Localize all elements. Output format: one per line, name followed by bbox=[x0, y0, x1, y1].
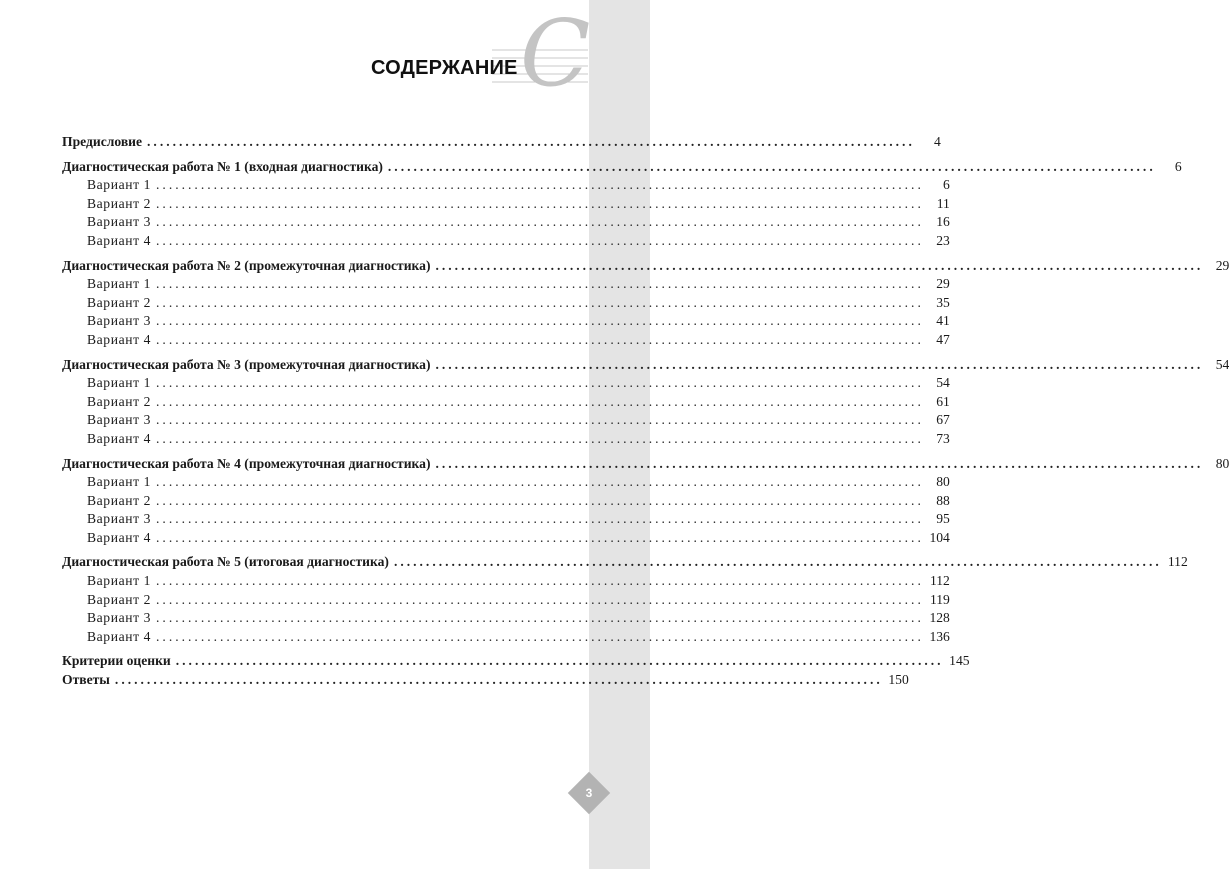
toc-page-number: 104 bbox=[929, 529, 950, 545]
table-of-contents bbox=[62, 133, 1229, 690]
toc-entry-label: Вариант 3 bbox=[87, 610, 152, 626]
toc-variant[interactable] bbox=[62, 393, 950, 412]
toc-entry-label: Вариант 2 bbox=[87, 195, 152, 211]
toc-variant[interactable] bbox=[62, 275, 950, 294]
toc-entry-label: Вариант 2 bbox=[87, 591, 152, 607]
toc-entry-label: Вариант 1 bbox=[87, 474, 152, 490]
toc-page-number: 88 bbox=[936, 492, 950, 508]
toc-page-number: 6 bbox=[943, 177, 950, 193]
dot-leader: ........................................................................................................................ bbox=[156, 195, 924, 211]
dot-leader: ........................................................................................................................ bbox=[156, 628, 924, 644]
toc-section-5 bbox=[62, 553, 1188, 646]
dot-leader: ........................................................................................................................ bbox=[156, 294, 924, 310]
toc-entry-preface[interactable] bbox=[62, 133, 941, 152]
toc-entry-label: Диагностическая работа № 1 (входная диагностика) bbox=[62, 158, 383, 174]
dot-leader: ........................................................................................................................ bbox=[156, 610, 924, 626]
toc-entry-label: Вариант 1 bbox=[87, 375, 152, 391]
toc-page-number: 23 bbox=[936, 232, 950, 248]
toc-variant[interactable] bbox=[62, 294, 950, 313]
dot-leader: ........................................................................................................................ bbox=[387, 158, 1156, 174]
toc-entry-label: Вариант 4 bbox=[87, 232, 152, 248]
toc-page-number: 47 bbox=[936, 331, 950, 347]
toc-variant[interactable] bbox=[62, 591, 950, 610]
toc-page-number: 95 bbox=[936, 511, 950, 527]
dot-leader: ........................................................................................................................ bbox=[156, 331, 924, 347]
toc-entry-label: Вариант 2 bbox=[87, 294, 152, 310]
toc-entry-label: Вариант 3 bbox=[87, 511, 152, 527]
page-title: СОДЕРЖАНИЕ bbox=[371, 57, 518, 79]
toc-page-number: 4 bbox=[934, 134, 941, 149]
dot-leader: ........................................................................................................................ bbox=[156, 393, 924, 409]
dot-leader: ........................................................................................................................ bbox=[156, 492, 924, 508]
toc-entry-label: Вариант 1 bbox=[87, 573, 152, 589]
toc-page-number: 11 bbox=[936, 195, 950, 211]
toc-page-number: 67 bbox=[936, 412, 950, 428]
toc-page-number: 136 bbox=[929, 628, 950, 644]
toc-page-number: 128 bbox=[929, 610, 950, 626]
toc-page-number: 41 bbox=[936, 313, 950, 329]
toc-page-number: 80 bbox=[936, 474, 950, 490]
toc-page-number: 54 bbox=[936, 375, 950, 391]
toc-section-2 bbox=[62, 257, 1229, 350]
dot-leader: ........................................................................................................................ bbox=[156, 511, 924, 527]
toc-variant[interactable] bbox=[62, 430, 950, 449]
toc-variant[interactable] bbox=[62, 609, 950, 628]
dot-leader: ........................................................................................................................ bbox=[435, 257, 1204, 273]
dot-leader: ........................................................................................................................ bbox=[156, 573, 924, 589]
dot-leader: ........................................................................................................................ bbox=[393, 554, 1162, 570]
toc-variant[interactable] bbox=[62, 411, 950, 430]
page-number: 3 bbox=[585, 786, 593, 800]
toc-entry-label: Вариант 3 bbox=[87, 412, 152, 428]
toc-page-number: 73 bbox=[936, 430, 950, 446]
dot-leader: ........................................................................................................................ bbox=[435, 455, 1204, 471]
dot-leader: ........................................................................................................................ bbox=[175, 653, 944, 669]
toc-entry-label: Вариант 3 bbox=[87, 214, 152, 230]
dot-leader: ........................................................................................................................ bbox=[147, 134, 915, 149]
toc-page-number: 145 bbox=[949, 653, 970, 669]
ornament-letter: C bbox=[520, 0, 591, 107]
toc-variant[interactable] bbox=[62, 176, 950, 195]
toc-entry-label: Вариант 2 bbox=[87, 393, 152, 409]
dot-leader: ........................................................................................................................ bbox=[156, 529, 924, 545]
toc-entry-label: Диагностическая работа № 2 (промежуточная диагностика) bbox=[62, 257, 431, 273]
toc-variant[interactable] bbox=[62, 510, 950, 529]
dot-leader: ........................................................................................................................ bbox=[156, 276, 924, 292]
toc-variant[interactable] bbox=[62, 492, 950, 511]
toc-entry-label: Диагностическая работа № 3 (промежуточная диагностика) bbox=[62, 356, 431, 372]
toc-variant[interactable] bbox=[62, 374, 950, 393]
toc-page-number: 29 bbox=[936, 276, 950, 292]
dot-leader: ........................................................................................................................ bbox=[156, 214, 924, 230]
toc-variant[interactable] bbox=[62, 331, 950, 350]
dot-leader: ........................................................................................................................ bbox=[156, 412, 924, 428]
toc-page-number: 119 bbox=[929, 591, 950, 607]
dot-leader: ........................................................................................................................ bbox=[156, 430, 924, 446]
toc-variant[interactable] bbox=[62, 473, 950, 492]
toc-section-title[interactable] bbox=[62, 356, 1229, 375]
toc-entry-label: Предисловие bbox=[62, 134, 143, 149]
toc-page-number: 54 bbox=[1215, 356, 1229, 372]
toc-page-number: 35 bbox=[936, 294, 950, 310]
toc-variant[interactable] bbox=[62, 529, 950, 548]
dot-leader: ........................................................................................................................ bbox=[156, 232, 924, 248]
dot-leader: ........................................................................................................................ bbox=[114, 672, 883, 688]
toc-entry-answers[interactable] bbox=[62, 671, 909, 690]
dot-leader: ........................................................................................................................ bbox=[435, 356, 1204, 372]
dot-leader: ........................................................................................................................ bbox=[156, 313, 924, 329]
toc-entry-criteria[interactable] bbox=[62, 652, 970, 671]
dot-leader: ........................................................................................................................ bbox=[156, 474, 924, 490]
toc-entry-label: Ответы bbox=[62, 672, 110, 688]
toc-variant[interactable] bbox=[62, 628, 950, 647]
toc-section-title[interactable] bbox=[62, 455, 1229, 474]
toc-entry-label: Критерии оценки bbox=[62, 653, 171, 669]
toc-entry-label: Вариант 4 bbox=[87, 529, 152, 545]
toc-section-title[interactable] bbox=[62, 553, 1188, 572]
toc-entry-label: Вариант 4 bbox=[87, 628, 152, 644]
toc-section-1 bbox=[62, 158, 1182, 251]
toc-page-number: 112 bbox=[1167, 554, 1188, 570]
toc-page-number: 80 bbox=[1215, 455, 1229, 471]
toc-entry-label: Вариант 1 bbox=[87, 276, 152, 292]
toc-section-4 bbox=[62, 455, 1229, 548]
toc-page-number: 150 bbox=[888, 672, 909, 688]
toc-variant[interactable] bbox=[62, 232, 950, 251]
toc-entry-label: Вариант 1 bbox=[87, 177, 152, 193]
toc-section-title[interactable] bbox=[62, 158, 1182, 177]
toc-section-title[interactable] bbox=[62, 257, 1229, 276]
dot-leader: ........................................................................................................................ bbox=[156, 375, 924, 391]
toc-entry-label: Вариант 2 bbox=[87, 492, 152, 508]
dot-leader: ........................................................................................................................ bbox=[156, 591, 924, 607]
dot-leader: ........................................................................................................................ bbox=[156, 177, 924, 193]
toc-entry-label: Диагностическая работа № 5 (итоговая диагностика) bbox=[62, 554, 389, 570]
toc-variant[interactable] bbox=[62, 572, 950, 591]
toc-page-number: 16 bbox=[936, 214, 950, 230]
toc-page-number: 6 bbox=[1174, 158, 1182, 174]
toc-entry-label: Вариант 4 bbox=[87, 430, 152, 446]
toc-page-number: 61 bbox=[936, 393, 950, 409]
toc-variant[interactable] bbox=[62, 213, 950, 232]
toc-entry-label: Диагностическая работа № 4 (промежуточная диагностика) bbox=[62, 455, 431, 471]
toc-page-number: 29 bbox=[1215, 257, 1229, 273]
toc-section-3 bbox=[62, 356, 1229, 449]
toc-entry-label: Вариант 4 bbox=[87, 331, 152, 347]
toc-entry-label: Вариант 3 bbox=[87, 313, 152, 329]
toc-variant[interactable] bbox=[62, 195, 950, 214]
toc-variant[interactable] bbox=[62, 312, 950, 331]
toc-page-number: 112 bbox=[929, 573, 950, 589]
